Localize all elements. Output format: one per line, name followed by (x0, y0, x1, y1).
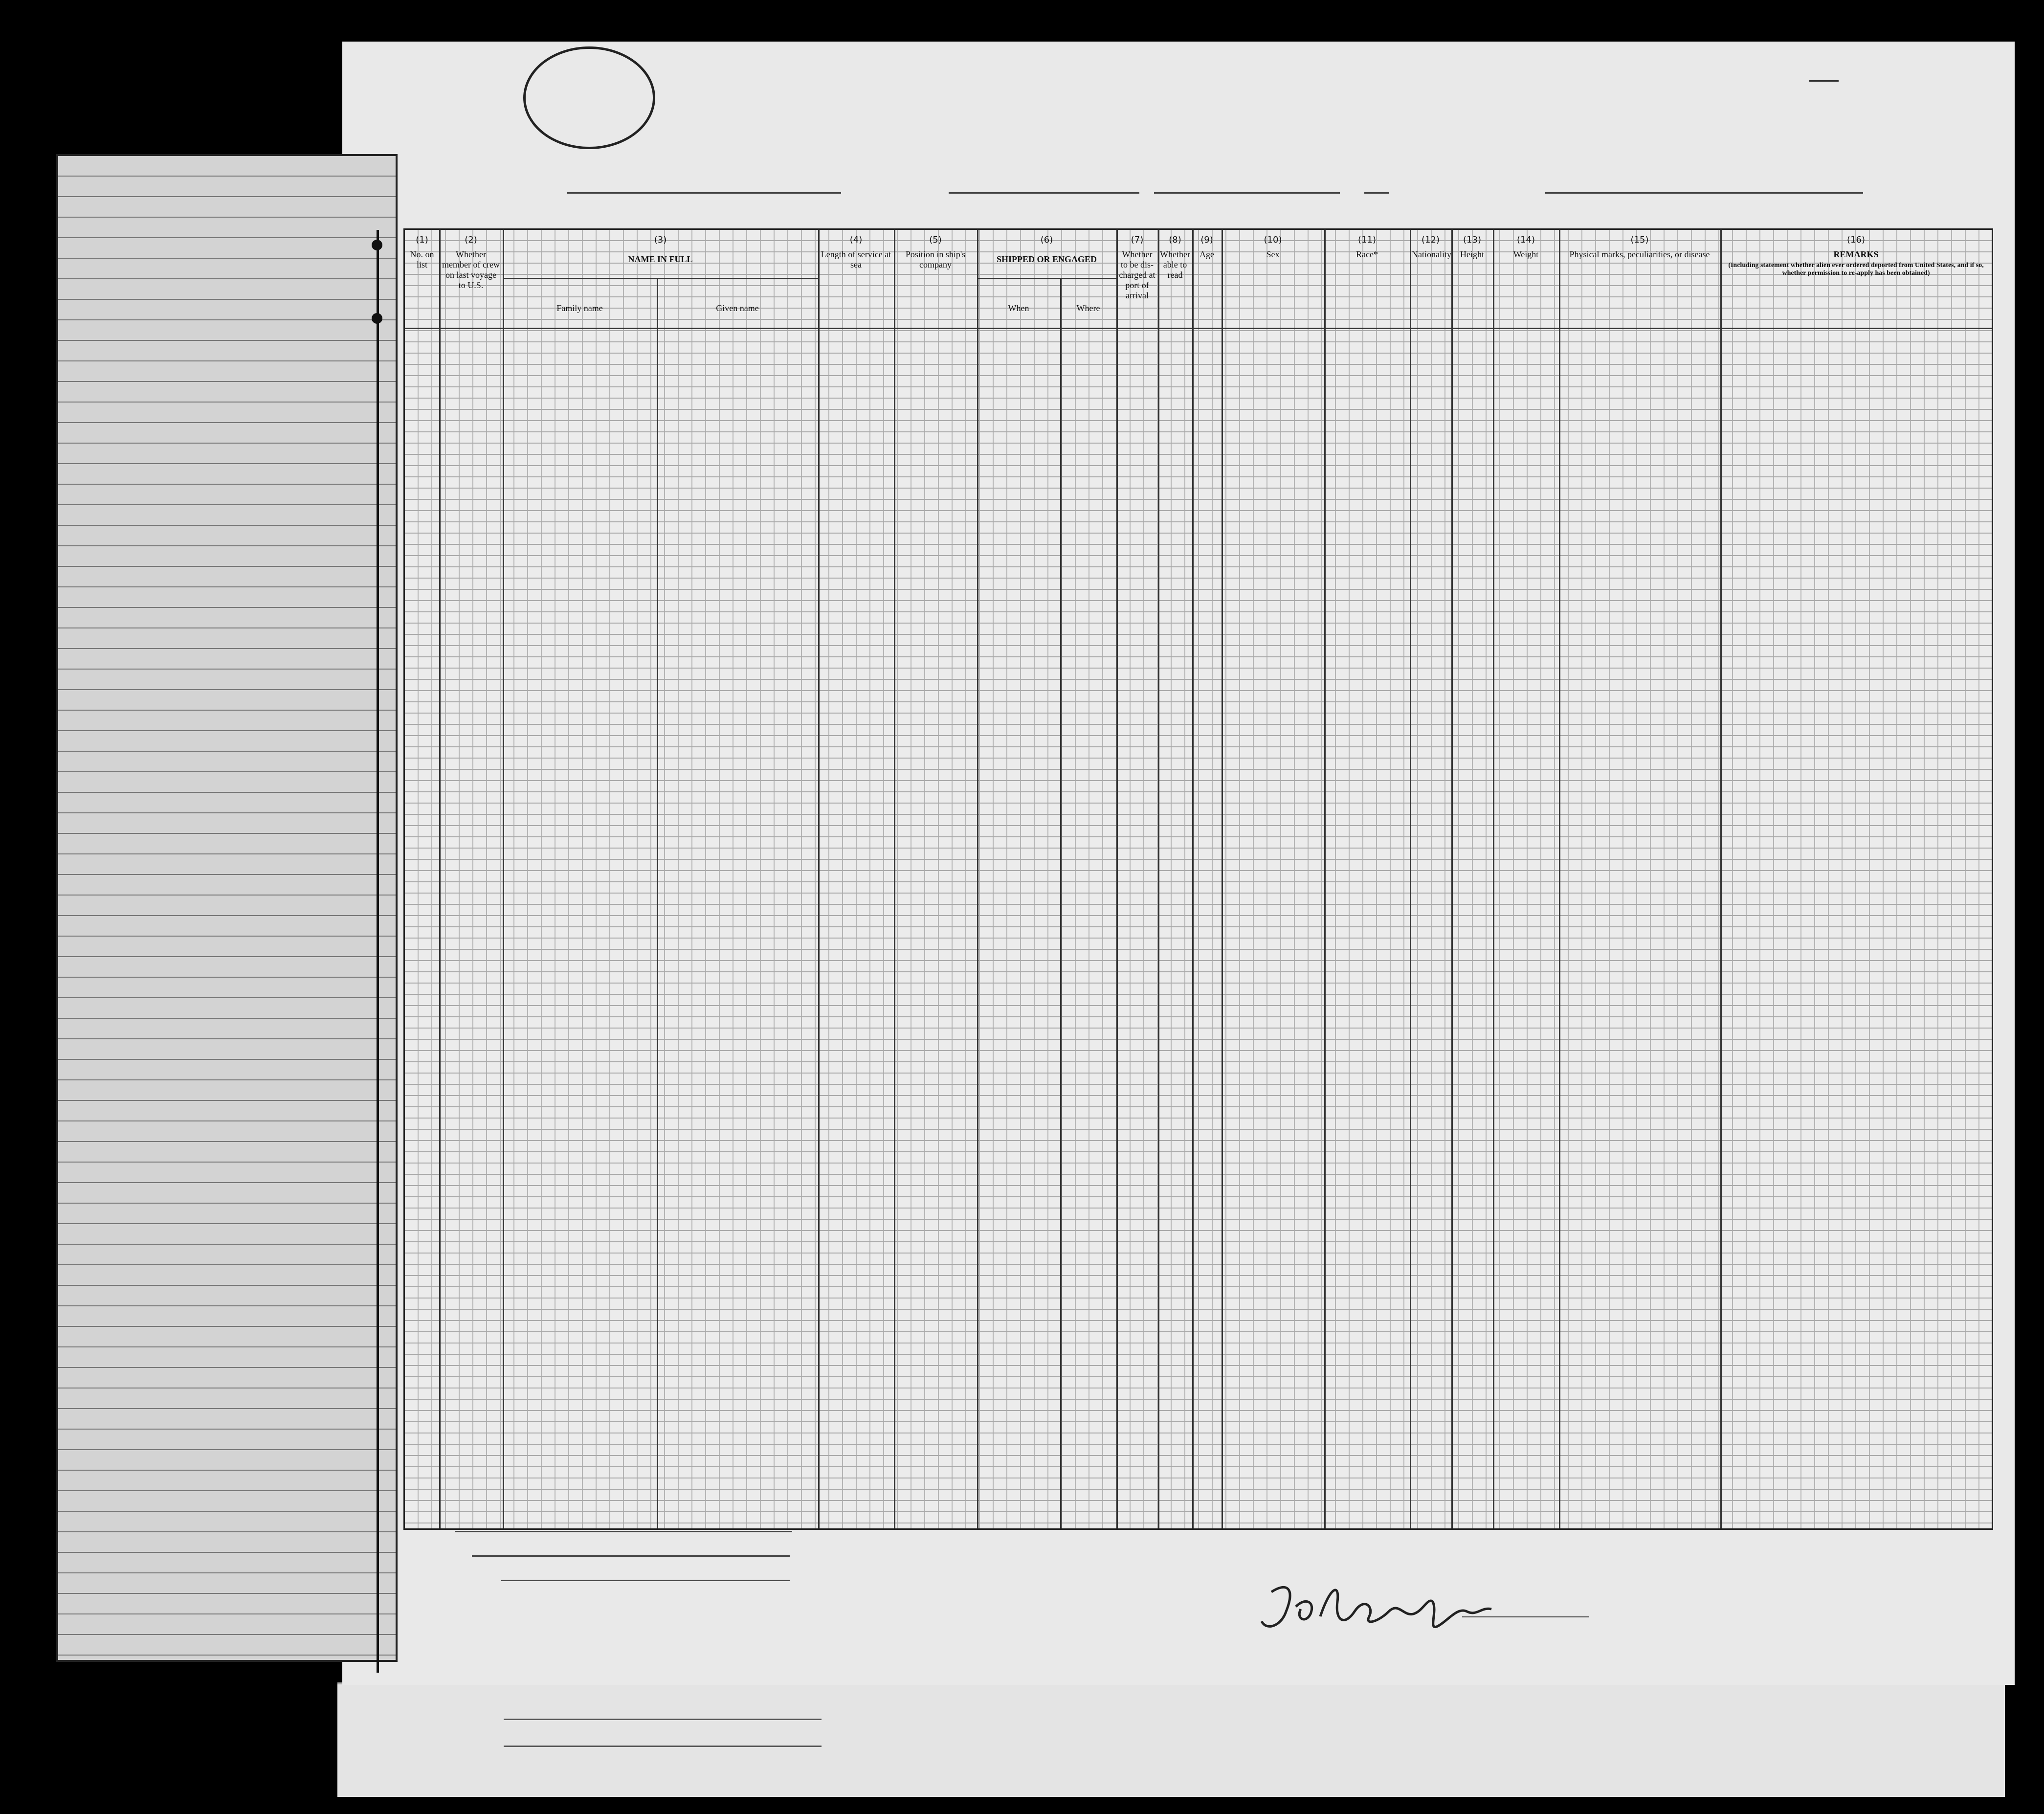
sub-header-separator (977, 278, 1116, 279)
arrival-date (1154, 192, 1340, 194)
strip-row-lines (58, 156, 396, 1660)
sub-header-separator (503, 278, 818, 279)
column-number: (2) (465, 235, 477, 245)
column-divider (977, 230, 978, 1528)
column-number: (9) (1200, 235, 1213, 245)
under-agents-line (504, 1746, 822, 1747)
crew-table (403, 228, 1993, 1530)
arrival-year (1364, 192, 1389, 194)
column-divider (1493, 230, 1494, 1528)
column-header: Physical marks, peculiarities, or disease (1569, 249, 1710, 259)
column-number: (12) (1422, 235, 1440, 245)
column-header: Nationality (1412, 249, 1451, 259)
line-value (455, 1531, 792, 1532)
column-divider (1324, 230, 1326, 1528)
header-separator (405, 328, 1992, 329)
column-header: Age (1200, 249, 1214, 259)
column-number: (11) (1358, 235, 1376, 245)
column-divider (503, 230, 504, 1528)
column-number: (1) (416, 235, 428, 245)
circled-handwritten-number (523, 46, 655, 149)
column-number: (4) (849, 235, 863, 245)
column-header: Weight (1513, 249, 1539, 259)
column-number: (7) (1131, 235, 1144, 245)
sheet-number-value (1809, 60, 1839, 82)
departure-port (1545, 192, 1863, 194)
under-owners-line (504, 1719, 822, 1720)
vessel-arrival-line (513, 188, 1883, 218)
binding-hole (372, 240, 382, 250)
column-number: (5) (929, 235, 942, 245)
column-number: (3) (654, 235, 667, 245)
column-number: (13) (1463, 235, 1481, 245)
column-number: (16) (1847, 235, 1865, 245)
column-subheader: When (1008, 303, 1029, 313)
column-subheader: Family name (556, 303, 603, 313)
column-header: NAME IN FULL (628, 254, 693, 264)
column-header: Race* (1356, 249, 1378, 259)
column-number: (10) (1264, 235, 1282, 245)
local-agents-value (501, 1580, 790, 1581)
column-divider (1158, 230, 1159, 1528)
column-divider (1410, 230, 1411, 1528)
column-divider (818, 230, 820, 1528)
signature-scrawl (1252, 1572, 1526, 1641)
column-header: REMARKS (1833, 249, 1879, 259)
sub-column-divider (1060, 278, 1062, 1528)
column-subheader: Given name (716, 303, 759, 313)
column-header: Position in ship's company (905, 249, 966, 269)
inspector-signature (1252, 1572, 1526, 1641)
column-number: (8) (1169, 235, 1181, 245)
vessel-name (567, 192, 841, 194)
manifest-sheet (342, 42, 2015, 1685)
column-header: No. on list (410, 249, 434, 269)
column-header: Whether member of crew on last voyage to U.S. (442, 249, 500, 290)
column-header: Height (1460, 249, 1484, 259)
binding-hole (372, 313, 382, 324)
column-number: (6) (1040, 235, 1053, 245)
immigrant-inspector-label (1462, 1616, 1589, 1618)
arriving-port (949, 192, 1139, 194)
column-header: SHIPPED OR ENGAGED (996, 254, 1097, 264)
column-header: Whether able to read (1160, 249, 1190, 280)
sheet-number (1809, 60, 1839, 80)
underlying-sheet (337, 1682, 2005, 1797)
column-divider (894, 230, 895, 1528)
column-header: Whether to be dis- charged at port of arrival (1119, 249, 1155, 300)
owners-value (472, 1555, 790, 1557)
column-number: (14) (1517, 235, 1535, 245)
sub-column-divider (657, 278, 658, 1528)
column-subheader: Where (1076, 303, 1100, 313)
column-divider (1720, 230, 1722, 1528)
column-divider (1192, 230, 1194, 1528)
column-divider (439, 230, 441, 1528)
column-header-note: (Including statement whether alien ever ordered deported from United States, and if so, whether permission to re-apply has been obtained) (1728, 262, 1984, 277)
column-header: Sex (1266, 249, 1280, 259)
column-divider (1559, 230, 1560, 1528)
binding-edge (377, 230, 389, 1673)
column-header: Length of service at sea (821, 249, 891, 269)
column-divider (1116, 230, 1118, 1528)
column-divider (1222, 230, 1223, 1528)
discharged-seamen-strip (56, 154, 398, 1662)
column-divider (1451, 230, 1453, 1528)
column-number: (15) (1630, 235, 1649, 245)
